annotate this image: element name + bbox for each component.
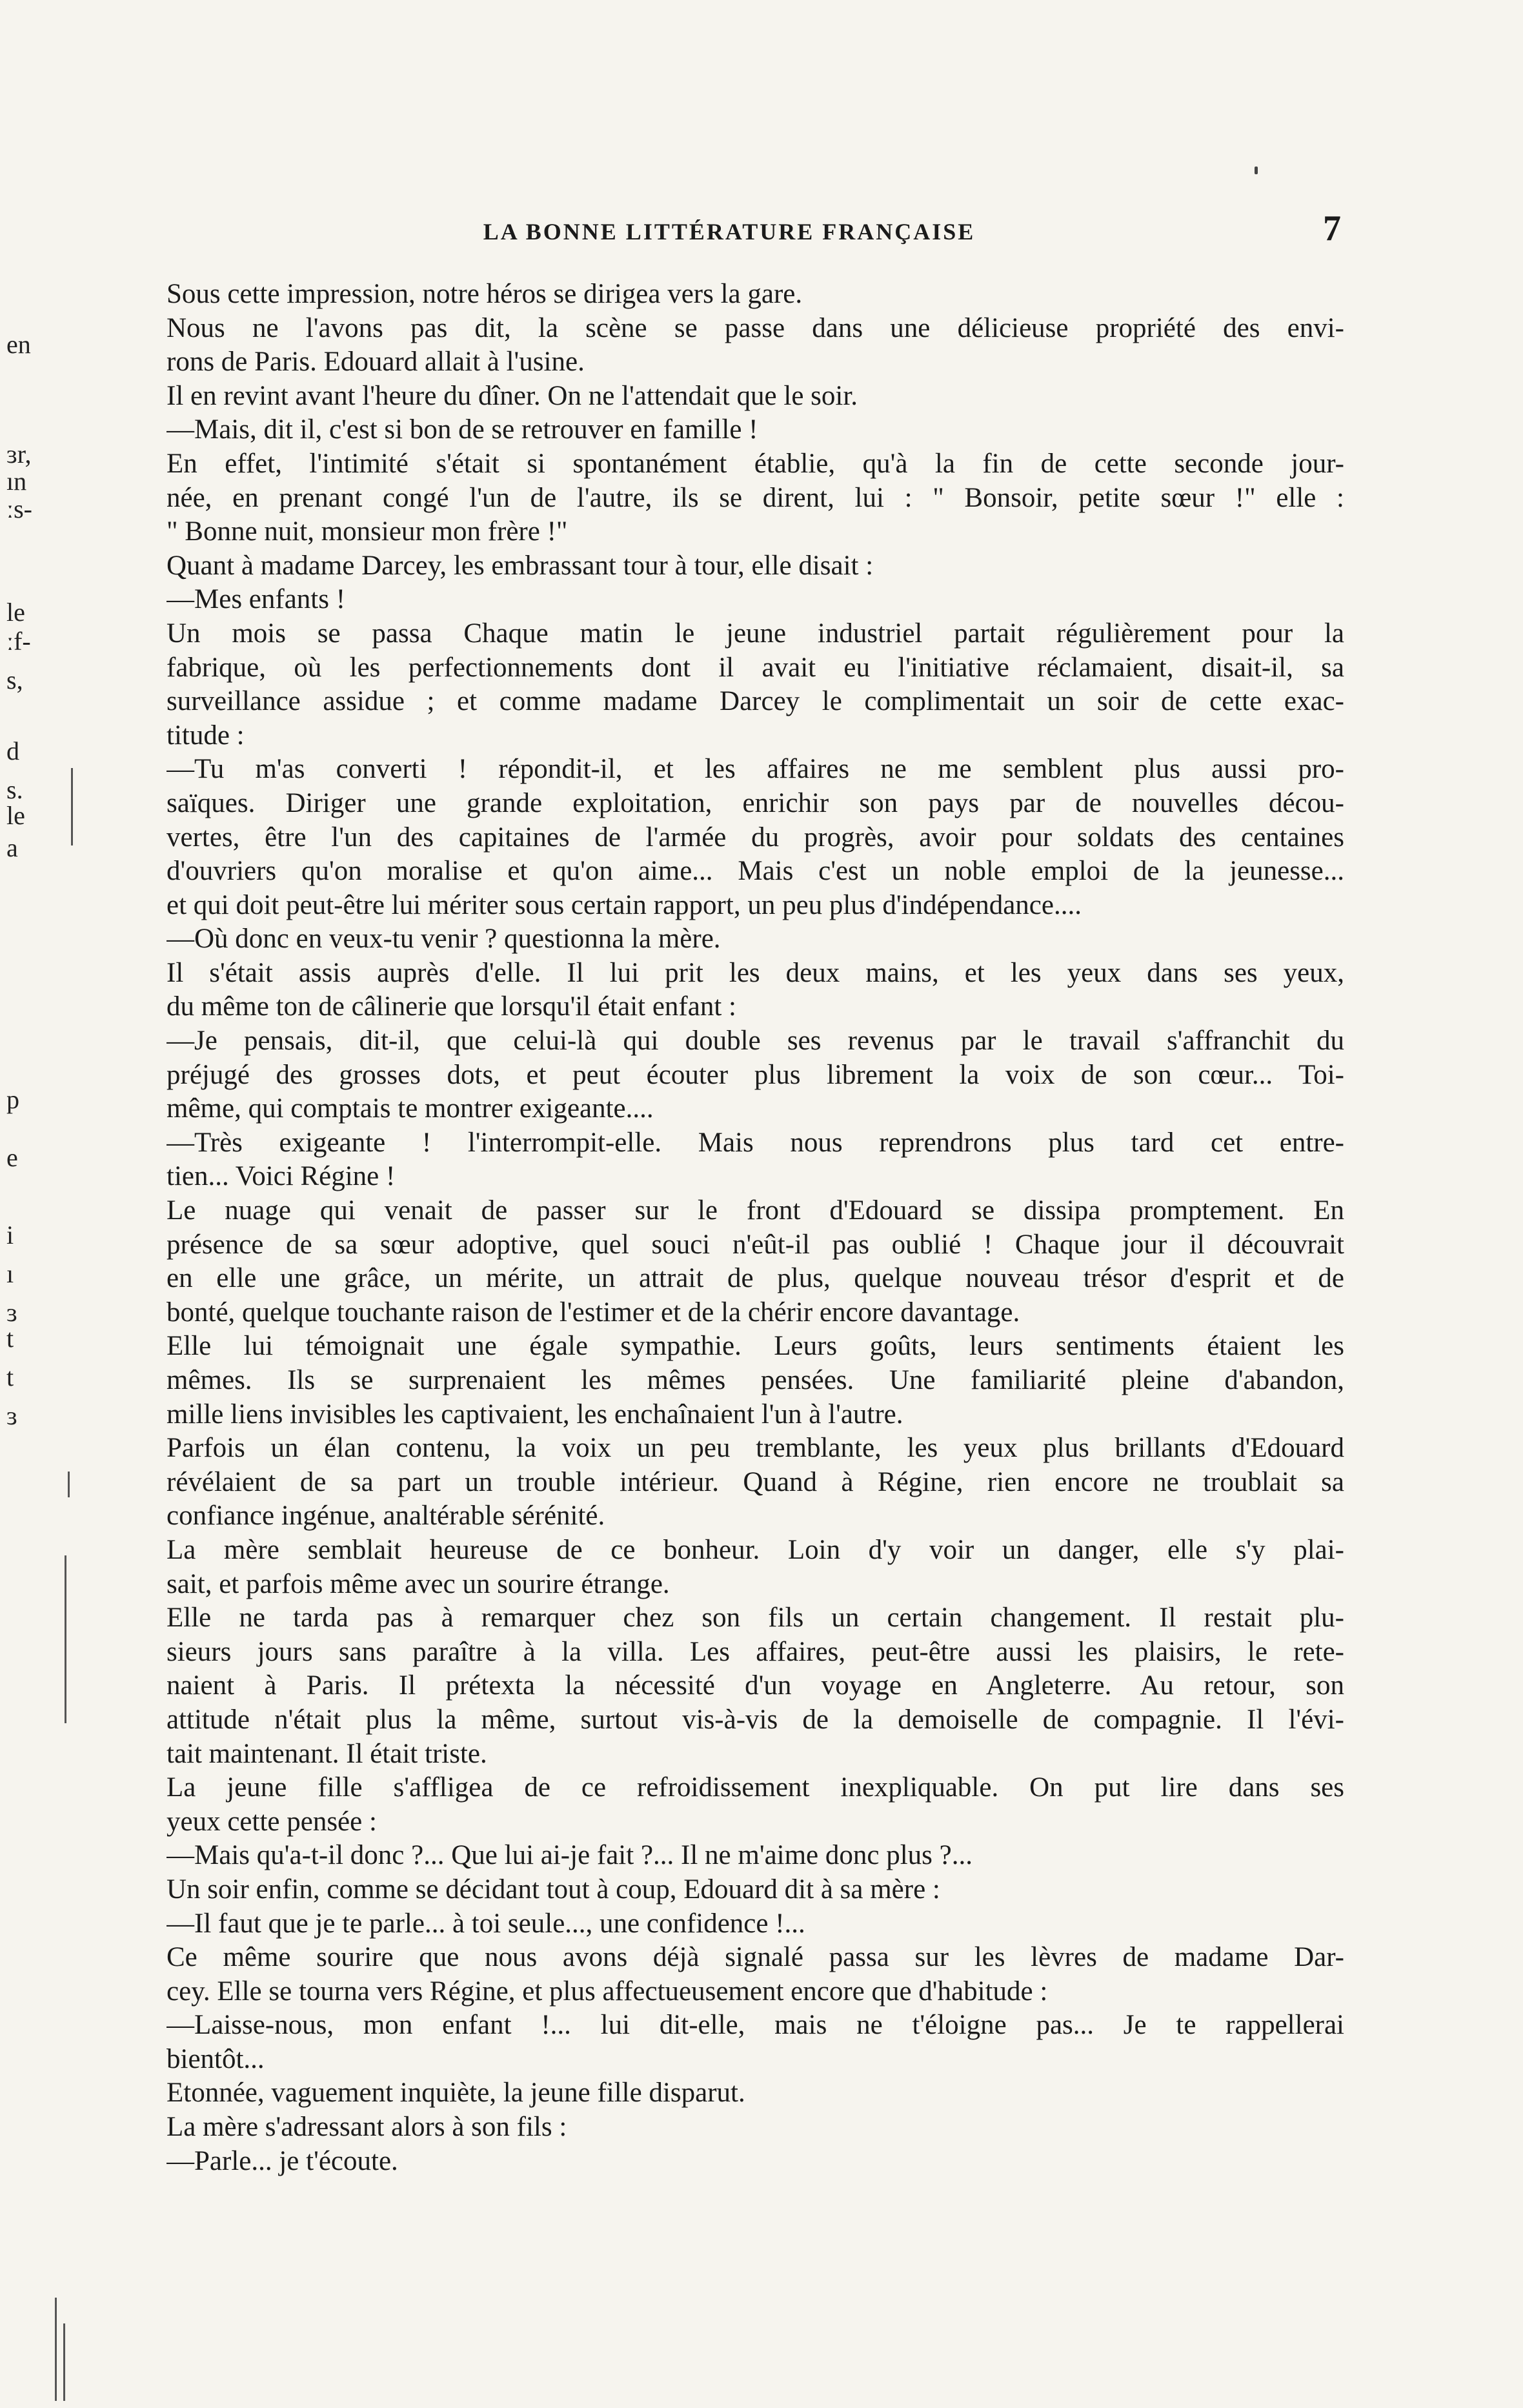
margin-fragment: e — [6, 1143, 18, 1172]
text-line: —Mais qu'a-t-il donc ?... Que lui ai-je fait ?... Il ne m'aime donc plus ?... — [166, 1840, 973, 1871]
margin-fragment: s, — [6, 665, 23, 694]
text-line: bonté, quelque touchante raison de l'estimer et de la chérir encore davantage. — [166, 1297, 1020, 1328]
text-line: —Laisse-nous, mon enfant !... lui dit-elle, mais ne t'éloigne pas... Je te rappellerai — [166, 2010, 1344, 2041]
text-line: mêmes. Ils se surprenaient les mêmes pensées. Une familiarité pleine d'abandon, — [166, 1365, 1344, 1395]
margin-fragment: le — [6, 598, 25, 627]
margin-fragment: p — [6, 1085, 19, 1114]
ink-speck — [1255, 167, 1258, 174]
text-line: Parfois un élan contenu, la voix un peu tremblante, les yeux plus brillants d'Edouard — [166, 1433, 1344, 1464]
text-line: mille liens invisibles les captivaient, les enchaînaient l'un à l'autre. — [166, 1399, 903, 1430]
text-line: —Mais, dit il, c'est si bon de se retrouver en famille ! — [166, 414, 758, 445]
margin-fragment: ːs- — [6, 494, 32, 523]
text-line: Ce même sourire que nous avons déjà signalé passa sur les lèvres de madame Dar- — [166, 1942, 1344, 1973]
text-line: du même ton de câlinerie que lorsqu'il était enfant : — [166, 991, 736, 1022]
text-line: même, qui comptais te montrer exigeante.... — [166, 1093, 654, 1124]
margin-fragment: a — [6, 833, 18, 862]
margin-fragment: i — [6, 1220, 14, 1250]
text-line: —Je pensais, dit-il, que celui-là qui double ses revenus par le travail s'affranchit du — [166, 1026, 1344, 1057]
text-line: Sous cette impression, notre héros se dirigea vers la gare. — [166, 279, 803, 309]
text-line: Quant à madame Darcey, les embrassant tour à tour, elle disait : — [166, 550, 874, 581]
margin-fragment: ːf- — [6, 627, 31, 656]
text-line: yeux cette pensée : — [166, 1806, 377, 1837]
body-text — [166, 278, 1344, 2178]
text-line: La mère semblait heureuse de ce bonheur. Loin d'y voir un danger, elle s'y plai- — [166, 1534, 1344, 1565]
text-line: —Très exigeante ! l'interrompit-elle. Mais nous reprendrons plus tard cet entre- — [166, 1127, 1344, 1158]
text-line: surveillance assidue ; et comme madame Darcey le complimentait un soir de cette exac- — [166, 686, 1344, 717]
margin-fragment: ɜr, — [6, 440, 32, 469]
text-line: cey. Elle se tourna vers Régine, et plus affectueusement encore que d'habitude : — [166, 1976, 1048, 2007]
text-line: —Parle... je t'écoute. — [166, 2145, 398, 2176]
text-line: en elle une grâce, un mérite, un attrait de plus, quelque nouveau trésor d'esprit et de — [166, 1263, 1344, 1294]
text-line: présence de sa sœur adoptive, quel souci n'eût-il pas oublié ! Chaque jour il découvrait — [166, 1229, 1344, 1260]
margin-fragment: s. — [6, 775, 23, 804]
text-line: —Tu m'as converti ! répondit-il, et les affaires ne me semblent plus aussi pro- — [166, 754, 1344, 785]
text-line: Nous ne l'avons pas dit, la scène se passe dans une délicieuse propriété des envi- — [166, 312, 1344, 343]
text-line: préjugé des grosses dots, et peut écouter plus librement la voix de son cœur... Toi- — [166, 1059, 1344, 1090]
text-line: révélaient de sa part un trouble intérieur. Quand à Régine, rien encore ne troublait sa — [166, 1466, 1344, 1497]
text-line: Il s'était assis auprès d'elle. Il lui prit les deux mains, et les yeux dans ses yeux, — [166, 957, 1344, 988]
margin-fragment: ı — [6, 1259, 14, 1288]
margin-rule — [68, 1472, 70, 1497]
text-line: vertes, être l'un des capitaines de l'armée du progrès, avoir pour soldats des centaines — [166, 822, 1344, 853]
text-line: " Bonne nuit, monsieur mon frère !" — [166, 516, 568, 547]
margin-rule — [71, 768, 73, 845]
text-line: attitude n'était plus la même, surtout vis-à-vis de la demoiselle de compagnie. Il l'évi- — [166, 1704, 1344, 1735]
text-line: Le nuage qui venait de passer sur le front d'Edouard se dissipa promptement. En — [166, 1195, 1344, 1226]
text-line: Un mois se passa Chaque matin le jeune industriel partait régulièrement pour la — [166, 618, 1344, 649]
text-line: fabrique, où les perfectionnements dont il avait eu l'initiative réclamaient, disait-il, sa — [166, 652, 1344, 683]
margin-fragment: t — [6, 1324, 14, 1353]
text-line: —Mes enfants ! — [166, 584, 346, 615]
margin-fragment: ɜ — [6, 1298, 17, 1327]
text-line: La jeune fille s'affligea de ce refroidissement inexpliquable. On put lire dans ses — [166, 1772, 1344, 1803]
running-head: LA BONNE LITTÉRATURE FRANÇAISE — [483, 219, 976, 245]
text-line: d'ouvriers qu'on moralise et qu'on aime... Mais c'est un noble emploi de la jeunesse... — [166, 856, 1344, 887]
text-line: naient à Paris. Il prétexta la nécessité d'un voyage en Angleterre. Au retour, son — [166, 1670, 1344, 1701]
margin-rule — [63, 2323, 65, 2401]
text-line: bientôt... — [166, 2043, 265, 2074]
margin-fragment: d — [6, 736, 19, 765]
text-line: Elle ne tarda pas à remarquer chez son fils un certain changement. Il restait plu- — [166, 1603, 1344, 1634]
text-line: tien... Voici Régine ! — [166, 1161, 396, 1192]
text-line: née, en prenant congé l'un de l'autre, ils se dirent, lui : " Bonsoir, petite sœur !" elle : — [166, 482, 1344, 513]
text-line: tait maintenant. Il était triste. — [166, 1738, 487, 1769]
text-line: Elle lui témoignait une égale sympathie. Leurs goûts, leurs sentiments étaient les — [166, 1331, 1344, 1362]
text-line: sait, et parfois même avec un sourire étrange. — [166, 1568, 670, 1599]
text-line: titude : — [166, 720, 245, 751]
margin-fragment: le — [6, 801, 25, 830]
text-line: rons de Paris. Edouard allait à l'usine. — [166, 347, 585, 378]
text-line: et qui doit peut-être lui mériter sous certain rapport, un peu plus d'indépendance.... — [166, 889, 1082, 920]
text-line: Etonnée, vaguement inquiète, la jeune fille disparut. — [166, 2078, 745, 2109]
margin-fragment: en — [6, 330, 31, 359]
page-number: 7 — [1323, 208, 1341, 248]
text-line: —Où donc en veux-tu venir ? questionna la mère. — [166, 924, 721, 955]
text-line: La mère s'adressant alors à son fils : — [166, 2112, 567, 2143]
margin-rule — [55, 2298, 57, 2401]
text-line: —Il faut que je te parle... à toi seule..., une confidence !... — [166, 1908, 805, 1939]
margin-rule — [65, 1555, 66, 1723]
text-line: Un soir enfin, comme se décidant tout à coup, Edouard dit à sa mère : — [166, 1874, 940, 1905]
margin-fragment: t — [6, 1362, 14, 1391]
left-margin-bleed — [0, 278, 84, 1568]
margin-fragment: ın — [6, 467, 27, 496]
text-line: Il en revint avant l'heure du dîner. On ne l'attendait que le soir. — [166, 380, 858, 411]
text-line: En effet, l'intimité s'était si spontanément établie, qu'à la fin de cette seconde jour- — [166, 448, 1344, 479]
text-line: sieurs jours sans paraître à la villa. Les affaires, peut-être aussi les plaisirs, le rete- — [166, 1636, 1344, 1667]
text-line: saïques. Diriger une grande exploitation, enrichir son pays par de nouvelles décou- — [166, 787, 1344, 818]
text-line: confiance ingénue, analtérable sérénité. — [166, 1501, 605, 1532]
margin-fragment: ɜ — [6, 1401, 17, 1430]
